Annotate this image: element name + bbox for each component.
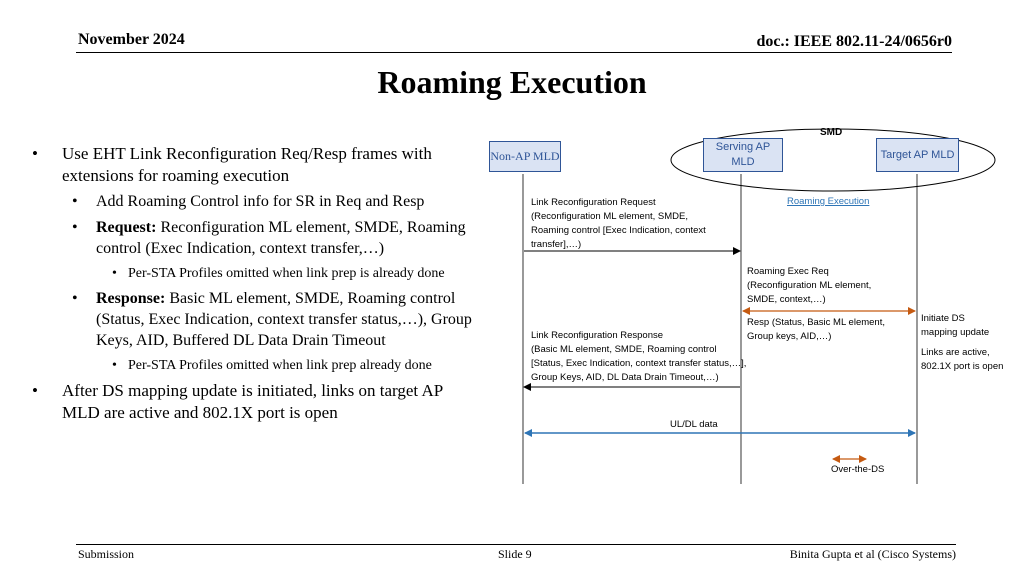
bullet-item: • Response: Basic ML element, SMDE, Roaming control (Status, Exec Indication, context transfer status,…), Group Keys, AID, Buffered DL Data Drain Timeout: [72, 290, 472, 349]
header-doc-id: doc.: IEEE 802.11-24/0656r0: [756, 33, 952, 50]
uldl-data-label: UL/DL data: [670, 419, 718, 430]
links-active-label: Links are active, 802.1X port is open: [921, 347, 1004, 372]
roaming-execution-link[interactable]: Roaming Execution: [787, 196, 870, 207]
footer-divider: [76, 544, 956, 545]
bullet-item: • Per-STA Profiles omitted when link prep already done: [112, 358, 432, 373]
roaming-exec-resp-label: Resp (Status, Basic ML element, Group keys, AID,…): [747, 317, 885, 342]
entity-nonap-mld: Non-AP MLD: [489, 141, 561, 172]
bullet-dot-icon: •: [32, 381, 38, 400]
link-reconfig-request-label: Link Reconfiguration Request (Reconfiguration ML element, SMDE, Roaming control [Exec Indication, context transfer],…): [531, 197, 706, 250]
slide-title: Roaming Execution: [377, 64, 647, 100]
bullet-dot-icon: •: [72, 290, 78, 307]
bullet-dot-icon: •: [32, 144, 38, 163]
bullet-item: • Add Roaming Control info for SR in Req and Resp: [72, 193, 425, 210]
initiate-ds-label: Initiate DS mapping update: [921, 313, 990, 338]
bullet-item: • Per-STA Profiles omitted when link prep is already done: [112, 266, 445, 281]
bullet-dot-icon: •: [112, 358, 117, 373]
bullet-item: • After DS mapping update is initiated, links on target AP MLD are active and 802.1X port is open: [32, 381, 443, 422]
bullet-item: • Request: Reconfiguration ML element, SMDE, Roaming control (Exec Indication, context transfer,…): [72, 219, 466, 257]
over-the-ds-label: Over-the-DS: [831, 464, 885, 475]
bullet-item: • Use EHT Link Reconfiguration Req/Resp frames with extensions for roaming execution: [32, 144, 432, 185]
roaming-exec-req-label: Roaming Exec Req (Reconfiguration ML element, SMDE, context,…): [747, 266, 872, 305]
link-reconfig-response-label: Link Reconfiguration Response (Basic ML element, SMDE, Roaming control [Status, Exec Indication, context transfer status,…], Group Keys, AID, DL Data Drain Timeout,…): [531, 330, 747, 383]
entity-serving-ap-mld: Serving AP MLD: [703, 138, 783, 172]
footer-authors: Binita Gupta et al (Cisco Systems): [789, 547, 956, 561]
bullet-dot-icon: •: [112, 266, 117, 281]
footer-submission: Submission: [78, 547, 135, 561]
bullet-dot-icon: •: [72, 219, 78, 236]
entity-target-ap-mld: Target AP MLD: [876, 138, 959, 172]
smd-label: SMD: [820, 127, 843, 138]
header-date: November 2024: [78, 31, 185, 48]
footer-slide-number: Slide 9: [498, 547, 532, 561]
bullet-dot-icon: •: [72, 193, 78, 210]
